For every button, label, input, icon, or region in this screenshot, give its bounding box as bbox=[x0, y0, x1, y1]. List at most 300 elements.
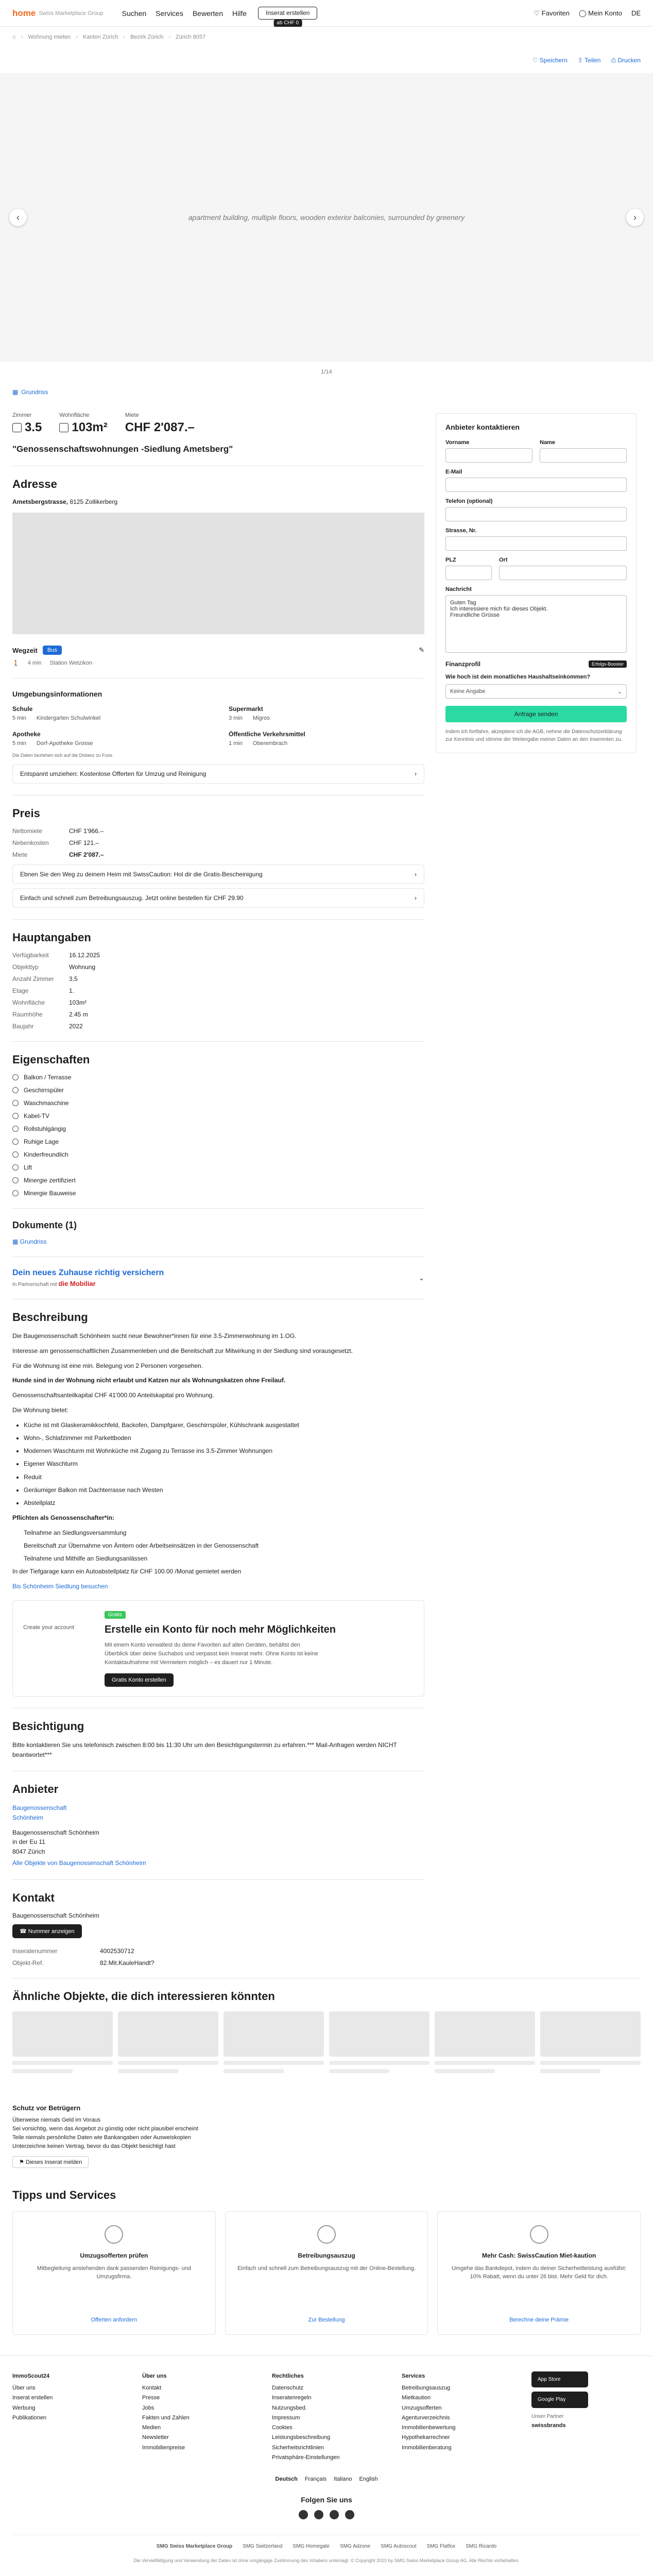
income-select-value: Keine Angabe bbox=[450, 688, 486, 694]
list-item: • Wohn-, Schlafzimmer mit Parkettboden bbox=[24, 1433, 424, 1443]
feature-item bbox=[12, 1112, 424, 1120]
follow-us-heading: Folgen Sie uns bbox=[301, 2496, 352, 2504]
breadcrumb-item[interactable]: Bezirk Zürich bbox=[130, 34, 164, 40]
fact-rooms bbox=[12, 412, 42, 435]
create-account-button[interactable]: Gratis Konto erstellen bbox=[105, 1673, 174, 1687]
advertiser-block bbox=[12, 1803, 424, 1868]
balcony-icon bbox=[12, 1074, 19, 1080]
footer-link[interactable]: Datenschutz bbox=[272, 2385, 304, 2392]
fraud-tip: Teile niemals persönliche Daten wie Bankangaben oder Ausweiskopien bbox=[12, 2134, 191, 2141]
travel-mode-bus[interactable]: Bus bbox=[43, 646, 62, 655]
chevron-right-icon: › bbox=[415, 770, 417, 777]
footer-link[interactable]: Über uns bbox=[12, 2385, 36, 2392]
fact-value: 3.5 bbox=[25, 420, 42, 434]
logo-sub: Swiss Marketplace Group bbox=[39, 10, 104, 16]
footer-link[interactable]: Immobilienberatung bbox=[402, 2444, 452, 2451]
description-paragraph: Interesse am genossenschaftlichen Zusammenleben und die Bereitschaft zur Mitwirkung in der Siedlung sind vorausgesetzt. bbox=[12, 1347, 353, 1354]
list-item: • Geräumiger Balkon mit Dachterrasse nach Westen bbox=[24, 1485, 424, 1495]
gallery-counter: 1/14 bbox=[321, 369, 332, 375]
amenity-place: Migros bbox=[252, 715, 270, 721]
field-label: Name bbox=[540, 439, 555, 446]
lang-en[interactable]: English bbox=[359, 2476, 378, 2483]
amenity-school bbox=[12, 705, 208, 721]
contact-table bbox=[12, 1947, 424, 1967]
minergie-building-icon bbox=[12, 1190, 19, 1196]
description-paragraph: Für die Wohnung ist eine min. Belegung von 2 Personen vorgesehen. bbox=[12, 1362, 203, 1369]
footer-col bbox=[12, 2371, 122, 2463]
duties-heading: Pflichten als Genossenschafter*in: bbox=[12, 1514, 115, 1522]
address-city: 8125 Zollikerberg bbox=[70, 498, 118, 505]
share-button[interactable]: ⇪ Teilen bbox=[577, 57, 601, 64]
footer-link[interactable]: Privatsphäre-Einstellungen bbox=[272, 2454, 340, 2461]
info-label: Baujahr bbox=[12, 1023, 34, 1030]
home-icon[interactable]: ⌂ bbox=[12, 34, 16, 40]
list-item: • Modernen Waschturm mit Wohnküche mit Zugang zu Terrasse ins 3.5-Zimmer Wohnungen bbox=[24, 1446, 424, 1456]
group-link[interactable]: SMG Ricardo bbox=[466, 2544, 497, 2550]
feature-label: Minergie Bauweise bbox=[24, 1190, 76, 1197]
chevron-right-icon: › bbox=[415, 894, 417, 902]
floorplan-link[interactable] bbox=[12, 388, 424, 396]
amenity-title: Schule bbox=[12, 705, 33, 713]
footer-link[interactable]: Umzugsofferten bbox=[402, 2404, 442, 2411]
travel-duration: 4 min bbox=[27, 660, 42, 666]
fraud-tip: Überweise niemals Geld im Voraus bbox=[12, 2116, 101, 2123]
main-info-table bbox=[12, 952, 424, 1030]
instagram-icon[interactable] bbox=[314, 2510, 323, 2519]
travel-station: Station Wetzikon bbox=[49, 660, 92, 666]
tip-text: Umgehe das Bankdepot, indem du deiner Sicherheitleistung ausfüllst: 10% Rabatt, wenn du unter 26 bist. Mehr Geld für dich. bbox=[451, 2265, 627, 2280]
footer-link[interactable]: Fakten und Zahlen bbox=[142, 2414, 190, 2421]
fact-label: Wohnfläche bbox=[59, 412, 90, 418]
show-number-label: Nummer anzeigen bbox=[28, 1928, 75, 1935]
amenity-title: Apotheke bbox=[12, 731, 41, 738]
similar-card[interactable] bbox=[540, 2011, 641, 2073]
legal-text: Die Vervielfältigung und Verwendung der Daten ist ohne vorgängige Zustimmung des Inhabers untersagt. © Copyright 2010 by SMG Swiss Marketplace Group AG. Alle Rechte vorbehalten. bbox=[133, 2558, 520, 2564]
feature-item bbox=[12, 1177, 424, 1184]
city-field[interactable] bbox=[499, 566, 627, 580]
field-label: Strasse, Nr. bbox=[445, 528, 477, 534]
field-label: Vorname bbox=[445, 439, 470, 446]
footer-link[interactable]: Cookies bbox=[272, 2425, 293, 2431]
similar-card[interactable] bbox=[118, 2011, 218, 2073]
chevron-down-icon: ⌄ bbox=[617, 688, 622, 695]
contact-name: Baugenossenschaft Schönheim bbox=[12, 1911, 99, 1919]
insert-label: Inserat erstellen bbox=[266, 9, 310, 17]
amenity-time: 5 min bbox=[12, 715, 26, 721]
feature-item bbox=[12, 1099, 424, 1107]
group-link[interactable]: SMG Adzone bbox=[340, 2544, 371, 2550]
footer-link[interactable]: Jobs bbox=[142, 2404, 154, 2411]
contact-heading: Kontakt bbox=[12, 1891, 55, 1904]
contact-form-heading: Anbieter kontaktieren bbox=[445, 423, 520, 431]
amenity-time: 1 min bbox=[229, 740, 243, 747]
zip-field[interactable] bbox=[445, 566, 492, 580]
floorplan-label: Grundriss bbox=[21, 388, 48, 396]
insert-listing-button[interactable] bbox=[258, 7, 317, 26]
fraud-protection bbox=[12, 2104, 641, 2168]
amenity-place: Oberembrach bbox=[252, 740, 288, 747]
last-name-field[interactable] bbox=[540, 448, 627, 463]
footer-apps bbox=[531, 2371, 641, 2463]
insurance-partner-label: In Partnerschaft mit bbox=[12, 1282, 57, 1287]
breadcrumb: ⌂ › Wohnung mieten › Kanton Zürich › Bezirk Zürich › Zürich 8057 bbox=[12, 34, 206, 40]
floorplan-icon: ▦ bbox=[12, 388, 19, 396]
tv-icon bbox=[12, 1113, 19, 1119]
field-label: Nachricht bbox=[445, 586, 472, 592]
breadcrumb-item[interactable]: Wohnung mieten bbox=[28, 34, 71, 40]
footer-link[interactable]: Inseratenregeln bbox=[272, 2395, 312, 2401]
fraud-tip: Sei vorsichtig, wenn das Angebot zu günstig oder nicht plausibel erscheint bbox=[12, 2125, 198, 2132]
group-link[interactable]: SMG Autoscout bbox=[381, 2544, 417, 2550]
map[interactable] bbox=[12, 513, 424, 634]
field-label: Telefon (optional) bbox=[445, 498, 493, 504]
group-link[interactable]: SMG Swiss Marketplace Group bbox=[156, 2544, 233, 2550]
walk-icon: 🚶 bbox=[12, 660, 20, 667]
footer-link[interactable]: Newsletter bbox=[142, 2434, 169, 2441]
promo-text: Einfach und schnell zum Betreibungsauszug. Jetzt online bestellen für CHF 29.90 bbox=[20, 894, 244, 902]
travel-time bbox=[12, 646, 424, 655]
send-inquiry-button[interactable]: Anfrage senden bbox=[445, 706, 627, 722]
feature-label: Lift bbox=[24, 1164, 32, 1171]
rooms-icon bbox=[12, 423, 22, 432]
favorites-label: Favoriten bbox=[541, 9, 570, 17]
contact-form bbox=[436, 413, 637, 753]
phone-field[interactable] bbox=[445, 507, 627, 521]
list-item: Teilnahme an Siedlungsversammlung bbox=[24, 1529, 127, 1536]
promo-text: Entspannt umziehen: Kostenlose Offerten für Umzug und Reinigung bbox=[20, 770, 207, 777]
first-name-field[interactable] bbox=[445, 448, 532, 463]
group-links bbox=[12, 2535, 641, 2557]
description-paragraph: Genossenschaftsanteilkapital CHF 41'000.00 Anteilskapital pro Wohnung. bbox=[12, 1392, 214, 1399]
group-link[interactable]: SMG Switzerland bbox=[243, 2544, 283, 2550]
footer-link[interactable]: Publikationen bbox=[12, 2414, 47, 2421]
insurance-title: Dein neues Zuhause richtig versichern bbox=[12, 1268, 164, 1277]
advertiser-line: Baugenossenschaft Schönheim bbox=[12, 1828, 99, 1836]
edit-icon[interactable]: ✎ bbox=[419, 646, 424, 654]
area-icon bbox=[59, 423, 68, 432]
footer-link[interactable]: Hypothekarrechner bbox=[402, 2434, 450, 2441]
partner-label: Unser Partner bbox=[531, 2413, 564, 2419]
footer-link[interactable]: Presse bbox=[142, 2395, 160, 2401]
price-label: Nettomiete bbox=[12, 827, 43, 835]
field-label: Ort bbox=[499, 557, 508, 563]
viewing-text: Bitte kontaktieren Sie uns telefonisch zwischen 8:00 bis 11:30 Uhr um den Besichtigungstermin zu erfahren.*** Mail-Anfragen werden NICHT beantwortet*** bbox=[12, 1741, 397, 1758]
account-label: Mein Konto bbox=[588, 9, 622, 17]
field-label: PLZ bbox=[445, 557, 456, 563]
footer-link[interactable]: Betreibungsauszug bbox=[402, 2385, 451, 2392]
features-heading: Eigenschaften bbox=[12, 1053, 90, 1066]
top-navigation bbox=[0, 0, 653, 27]
info-value: 103m² bbox=[69, 999, 87, 1006]
feature-label: Waschmaschine bbox=[24, 1099, 69, 1107]
nav-hilfe[interactable]: Hilfe bbox=[232, 9, 247, 18]
fact-value: 103m² bbox=[72, 420, 108, 434]
footer-link[interactable]: Mietkaution bbox=[402, 2395, 431, 2401]
similar-card[interactable] bbox=[435, 2011, 535, 2073]
description-list bbox=[12, 1420, 424, 1508]
dishwasher-icon bbox=[12, 1087, 19, 1093]
address-text bbox=[12, 498, 424, 505]
price-value: CHF 2'087.– bbox=[69, 851, 104, 858]
amenity-place: Dorf-Apotheke Grosse bbox=[36, 740, 93, 747]
advertiser-line: in der Eu 11 bbox=[12, 1838, 45, 1846]
footer-link[interactable]: Sicherheitsrichtlinien bbox=[272, 2444, 324, 2451]
tip-text: Mitbegleitung anstehenden dank passenden Reinigungs- und Umzugsfirma. bbox=[37, 2265, 191, 2280]
success-booster-badge: Erfolgs-Booster bbox=[589, 660, 627, 668]
insurance-banner[interactable] bbox=[12, 1268, 424, 1287]
feature-label: Kinderfreundlich bbox=[24, 1151, 68, 1158]
footer-link[interactable]: Immobilienpreise bbox=[142, 2444, 185, 2451]
footer-link[interactable]: Impressum bbox=[272, 2414, 300, 2421]
document-label: Grundriss bbox=[20, 1238, 47, 1245]
linkedin-icon[interactable] bbox=[330, 2510, 339, 2519]
feature-item bbox=[12, 1125, 424, 1132]
description-paragraph: Hunde sind in der Wohnung nicht erlaubt und Katzen nur als Wohnungskatzen ohne Freilauf. bbox=[12, 1377, 286, 1384]
list-item: Bereitschaft zur Übernahme von Ämtern oder Arbeitseinsätzen in der Genossenschaft bbox=[24, 1542, 259, 1550]
income-select[interactable] bbox=[445, 684, 627, 699]
tip-link[interactable]: Offerten anfordern bbox=[91, 2316, 138, 2323]
account-promo bbox=[12, 1600, 424, 1697]
free-badge: Gratis bbox=[105, 1611, 126, 1619]
similar-heading: Ähnliche Objekte, die dich interessieren könnten bbox=[12, 1989, 275, 2003]
insert-badge: ab CHF 0 bbox=[273, 20, 302, 27]
similar-card[interactable] bbox=[329, 2011, 429, 2073]
google-play-button[interactable]: Google Play bbox=[531, 2392, 588, 2408]
show-number-button[interactable]: ☎ Nummer anzeigen bbox=[12, 1924, 82, 1938]
feature-label: Ruhige Lage bbox=[24, 1138, 59, 1145]
info-label: Objekttyp bbox=[12, 963, 39, 971]
nav-bewerten[interactable]: Bewerten bbox=[192, 9, 223, 18]
footer-link[interactable]: Agenturverzeichnis bbox=[402, 2414, 450, 2421]
list-item: • Abstellplatz bbox=[24, 1498, 424, 1508]
address-street: Ametsbergstrasse, bbox=[12, 498, 68, 505]
feature-item bbox=[12, 1074, 424, 1081]
footer-link[interactable]: Inserat erstellen bbox=[12, 2395, 53, 2401]
moving-icon bbox=[105, 2225, 123, 2244]
tip-text: Einfach und schnell zum Betreibungsauszug mit der Online-Bestellung. bbox=[237, 2265, 416, 2272]
favorites-link[interactable]: ♡ Favoriten bbox=[534, 9, 570, 17]
lang-it[interactable]: Italiano bbox=[334, 2476, 352, 2483]
feature-item bbox=[12, 1164, 424, 1171]
contact-label: Inseratenummer bbox=[12, 1947, 58, 1955]
washing-machine-icon bbox=[12, 1100, 19, 1106]
footer-link[interactable]: Nutzungsbed. bbox=[272, 2404, 307, 2411]
lang-fr[interactable]: Français bbox=[304, 2476, 327, 2483]
account-promo-aside: Create your account bbox=[23, 1624, 75, 1631]
gallery-prev-button[interactable]: ‹ bbox=[9, 209, 27, 226]
swisscaution-promo[interactable] bbox=[12, 865, 424, 884]
nav-suchen[interactable]: Suchen bbox=[122, 9, 147, 18]
travel-result bbox=[12, 660, 424, 667]
tip-card bbox=[437, 2211, 641, 2335]
fact-label: Zimmer bbox=[12, 412, 32, 418]
social-links bbox=[12, 2510, 641, 2519]
documents-heading: Dokumente (1) bbox=[12, 1220, 77, 1230]
chevron-right-icon: › bbox=[415, 871, 417, 878]
footer-link[interactable]: Immobilienbewertung bbox=[402, 2425, 456, 2431]
amenities-grid bbox=[12, 705, 424, 747]
all-objects-link[interactable]: Alle Objekte von Baugenossenschaft Schönheim bbox=[12, 1859, 146, 1867]
feature-label: Balkon / Terrasse bbox=[24, 1074, 72, 1081]
travel-label: Wegzeit bbox=[12, 646, 38, 654]
footer-col bbox=[272, 2371, 381, 2463]
save-button[interactable]: ♡ Speichern bbox=[532, 57, 568, 64]
advertiser-link[interactable]: Schönheim bbox=[12, 1814, 44, 1821]
similar-card[interactable] bbox=[224, 2011, 324, 2073]
advertiser-line: 8047 Zürich bbox=[12, 1848, 45, 1855]
document-icon bbox=[317, 2225, 336, 2244]
print-button[interactable]: ⎙ Drucken bbox=[611, 57, 641, 64]
fact-value: CHF 2'087.– bbox=[125, 420, 195, 434]
footer-link[interactable]: Leistungsbeschreibung bbox=[272, 2434, 331, 2441]
account-link[interactable]: ◯ Mein Konto bbox=[579, 9, 622, 17]
info-label: Wohnfläche bbox=[12, 999, 45, 1006]
quiet-icon bbox=[12, 1139, 19, 1145]
footer-link[interactable]: Werbung bbox=[12, 2404, 36, 2411]
photo-gallery[interactable] bbox=[0, 73, 653, 375]
account-promo-text: Mit einem Konto verwaltest du deine Favoriten auf allen Geräten, behältst den Überblick über deine Suchabos und verpasst kein Inserat mehr. Ohne Konto ist keine Kontaktaufnahme mit Vermietern möglich – es dauert nur 1 Minute. bbox=[105, 1642, 318, 1666]
similar-card[interactable] bbox=[12, 2011, 113, 2073]
footer-link[interactable]: Kontakt bbox=[142, 2385, 162, 2392]
debt-extract-promo[interactable] bbox=[12, 888, 424, 908]
list-item: Teilnahme und Mithilfe an Siedlungsanlässen bbox=[24, 1555, 148, 1563]
message-field[interactable] bbox=[445, 595, 627, 653]
app-store-button[interactable]: App Store bbox=[531, 2371, 588, 2388]
features-list bbox=[12, 1074, 424, 1197]
language-selector bbox=[12, 2476, 641, 2482]
feature-item bbox=[12, 1087, 424, 1094]
tips-heading: Tipps und Services bbox=[12, 2188, 116, 2201]
tip-title: Umzugsofferten prüfen bbox=[80, 2251, 148, 2259]
amenity-title: Supermarkt bbox=[229, 705, 263, 713]
wheelchair-icon bbox=[12, 1126, 19, 1132]
tip-title: Mehr Cash: SwissCaution Miet-kaution bbox=[482, 2251, 596, 2259]
amenity-transit bbox=[229, 731, 424, 747]
main-content bbox=[12, 362, 424, 1967]
description-paragraph: Die Baugenossenschaft Schönheim sucht neue Bewohner*innen für eine 3.5-Zimmerwohnung im 1.OG. bbox=[12, 1332, 297, 1340]
tip-link[interactable]: Berechne deine Prämie bbox=[509, 2316, 569, 2323]
elevator-icon bbox=[12, 1164, 19, 1171]
info-value: 16.12.2025 bbox=[69, 952, 100, 959]
price-label: Miete bbox=[12, 851, 28, 858]
amenity-supermarket bbox=[229, 705, 424, 721]
footer-col bbox=[142, 2371, 251, 2463]
feature-label: Kabel-TV bbox=[24, 1112, 50, 1120]
advertiser-link[interactable]: Baugenossenschaft bbox=[12, 1804, 67, 1812]
info-label: Verfügbarkeit bbox=[12, 952, 49, 959]
list-item: • Reduit bbox=[24, 1472, 424, 1482]
address-heading: Adresse bbox=[12, 478, 57, 490]
lang-de[interactable]: Deutsch bbox=[275, 2476, 298, 2483]
partner-logo: swissbrands bbox=[531, 2422, 566, 2429]
feature-label: Minergie zertifiziert bbox=[24, 1177, 76, 1184]
gallery-next-button[interactable]: › bbox=[626, 209, 644, 226]
info-label: Raumhöhe bbox=[12, 1011, 43, 1018]
gallery-image-alt: apartment building, multiple floors, wooden exterior balconies, surrounded by greenery bbox=[188, 213, 465, 222]
info-value: 2022 bbox=[69, 1023, 83, 1030]
tip-card bbox=[12, 2211, 216, 2335]
mobiliar-logo: die Mobiliar bbox=[58, 1280, 96, 1287]
list-item: • Küche ist mit Glaskeramikkochfeld, Backofen, Dampfgarer, Geschirrspüler, Kühlschrank ausgestattet bbox=[24, 1420, 424, 1430]
feature-item bbox=[12, 1138, 424, 1145]
feature-item bbox=[12, 1151, 424, 1158]
info-value: 2.45 m bbox=[69, 1011, 88, 1018]
breadcrumb-item[interactable]: Kanton Zürich bbox=[82, 34, 118, 40]
income-question: Wie hoch ist dein monatliches Haushaltseinkommen? bbox=[445, 674, 591, 680]
tip-link[interactable]: Zur Bestellung bbox=[308, 2316, 345, 2323]
duties-list bbox=[12, 1528, 424, 1564]
street-field[interactable] bbox=[445, 536, 627, 551]
contact-value: 4002530712 bbox=[100, 1947, 134, 1955]
info-value: 3.5 bbox=[69, 975, 78, 982]
price-label: Nebenkosten bbox=[12, 839, 49, 846]
footer-col-title: Rechtliches bbox=[272, 2372, 304, 2379]
tip-title: Betreibungsauszug bbox=[298, 2251, 355, 2259]
main-nav bbox=[122, 9, 247, 18]
amenities-heading: Umgebungsinformationen bbox=[12, 690, 102, 698]
footer bbox=[0, 2355, 653, 2576]
child-icon bbox=[12, 1151, 19, 1158]
fact-rent bbox=[125, 412, 195, 435]
fraud-tip: Unterzeichne keinen Vertrag, bevor du das Objekt besichtigt hast bbox=[12, 2143, 176, 2149]
list-item: • Eigener Waschturm bbox=[24, 1459, 424, 1469]
info-value: 1. bbox=[69, 987, 75, 994]
report-listing-button[interactable]: ⚑ Dieses Inserat melden bbox=[12, 2156, 89, 2168]
youtube-icon[interactable] bbox=[345, 2510, 354, 2519]
breadcrumb-item[interactable]: Zürich 8057 bbox=[175, 34, 206, 40]
chevron-down-icon: ⌄ bbox=[419, 1274, 424, 1282]
minergie-icon bbox=[12, 1177, 19, 1183]
external-link[interactable]: Bis Schönheim Siedlung besuchen bbox=[12, 1583, 108, 1590]
feature-item bbox=[12, 1190, 424, 1197]
feature-label: Rollstuhlgängig bbox=[24, 1125, 66, 1132]
amenity-title: Öffentliche Verkehrsmittel bbox=[229, 731, 305, 738]
price-value: CHF 121.– bbox=[69, 839, 99, 846]
email-field[interactable] bbox=[445, 478, 627, 492]
footer-col-title: ImmoScout24 bbox=[12, 2372, 50, 2379]
fact-label: Miete bbox=[125, 412, 139, 418]
price-heading: Preis bbox=[12, 807, 40, 820]
amenity-time: 3 min bbox=[229, 715, 243, 721]
contact-label: Objekt-Ref. bbox=[12, 1959, 44, 1967]
group-link[interactable]: SMG Homegate bbox=[293, 2544, 330, 2550]
print-label: Drucken bbox=[617, 57, 641, 64]
document-link[interactable]: ▦ Grundriss bbox=[12, 1238, 47, 1245]
info-label: Etage bbox=[12, 987, 29, 994]
amenity-time: 5 min bbox=[12, 740, 26, 747]
footer-col-title: Services bbox=[402, 2372, 425, 2379]
tips-cards bbox=[12, 2211, 641, 2335]
logo-text: home bbox=[12, 8, 36, 18]
report-label: Dieses Inserat melden bbox=[25, 2159, 82, 2165]
viewing-heading: Besichtigung bbox=[12, 1720, 84, 1733]
listing-title: "Genossenschaftswohnungen -Siedlung Ametsberg" bbox=[12, 444, 233, 454]
facebook-icon[interactable] bbox=[299, 2510, 308, 2519]
finance-profile-label: Finanzprofil bbox=[445, 660, 480, 668]
moving-promo[interactable] bbox=[12, 764, 424, 784]
description-paragraph: Die Wohnung bietet: bbox=[12, 1406, 68, 1414]
logo[interactable] bbox=[12, 8, 104, 19]
fact-area bbox=[59, 412, 107, 435]
tip-card bbox=[225, 2211, 428, 2335]
sidebar bbox=[436, 413, 637, 1967]
key-facts bbox=[12, 412, 424, 435]
promo-text: Ebnen Sie den Weg zu deinem Heim mit SwissCaution: Hol dir die Gratis-Bescheinigung bbox=[20, 871, 263, 878]
language-switch[interactable]: DE bbox=[631, 9, 641, 17]
footer-link[interactable]: Medien bbox=[142, 2425, 161, 2431]
group-link[interactable]: SMG Flatfox bbox=[426, 2544, 456, 2550]
nav-services[interactable]: Services bbox=[156, 9, 183, 18]
